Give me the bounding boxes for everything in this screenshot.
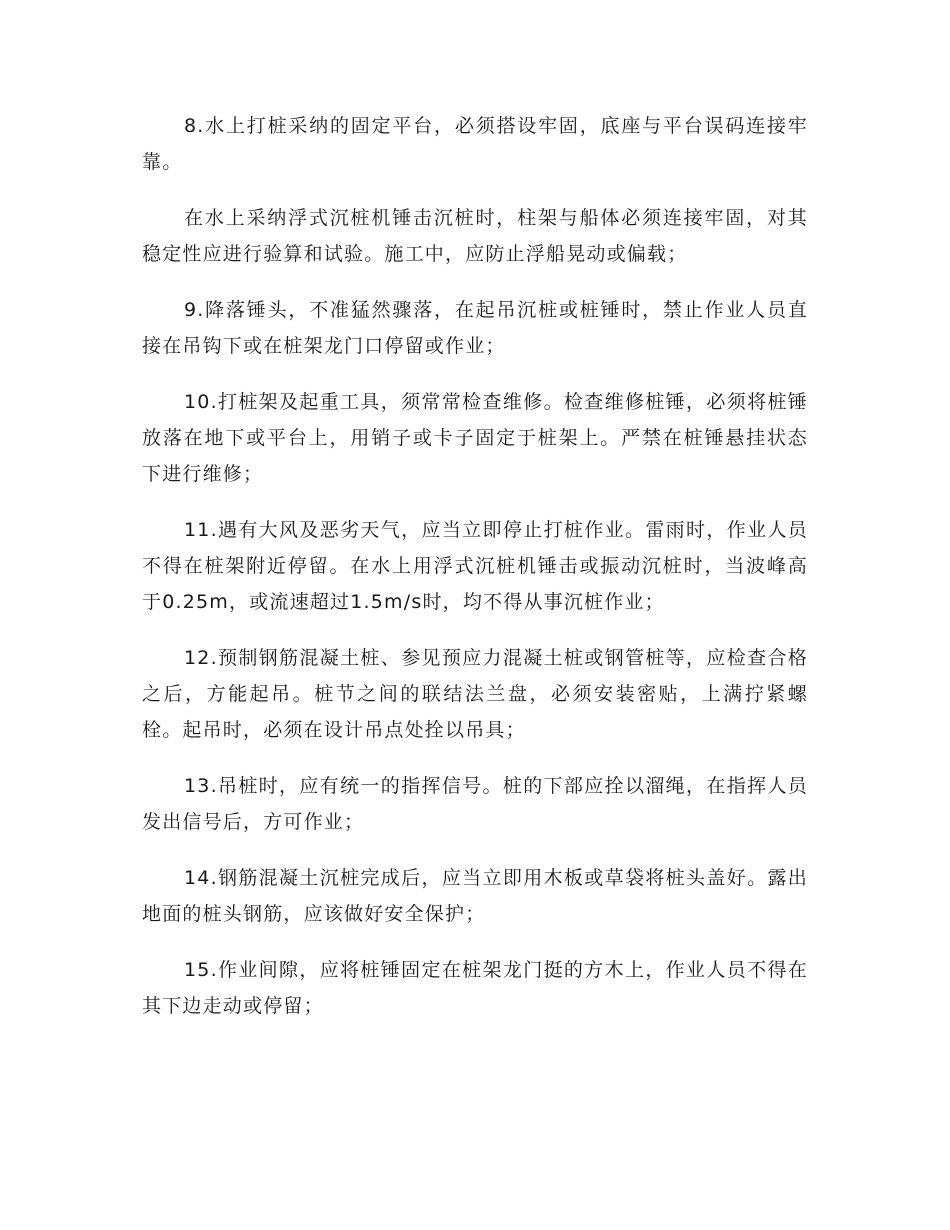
paragraph-item-10: 10.打桩架及起重工具，须常常检查维修。检查维修桩锤，必须将桩锤放落在地下或平台上，用销子或卡子固定于桩架上。严禁在桩锤悬挂状态下进行维修； <box>142 391 808 485</box>
paragraph-item-15: 15.作业间隙，应将桩锤固定在桩架龙门挺的方木上，作业人员不得在其下边走动或停留； <box>142 959 808 1017</box>
paragraph-item-12: 12.预制钢筋混凝土桩、参见预应力混凝土桩或钢管桩等，应检查合格之后，方能起吊。桩节之间的联结法兰盘，必须安装密贴，上满拧紧螺栓。起吊时，必须在设计吊点处拴以吊具； <box>142 647 808 741</box>
document-body <box>142 108 808 1044</box>
paragraph-item-8: 8.水上打桩采纳的固定平台，必须搭设牢固，底座与平台误码连接牢靠。 <box>142 115 808 173</box>
paragraph-item-11: 11.遇有大风及恶劣天气，应当立即停止打桩作业。雷雨时，作业人员不得在桩架附近停留。在水上用浮式沉桩机锤击或振动沉桩时，当波峰高于0.25m，或流速超过1.5m/s时，均不得从事沉桩作业； <box>142 519 808 613</box>
paragraph-floating-pile: 在水上采纳浮式沉桩机锤击沉桩时，柱架与船体必须连接牢固，对其稳定性应进行验算和试验。施工中，应防止浮船晃动或偏载； <box>142 207 808 265</box>
paragraph-item-9: 9.降落锤头，不准猛然骤落，在起吊沉桩或桩锤时，禁止作业人员直接在吊钩下或在桩架龙门口停留或作业； <box>142 299 808 357</box>
paragraph-item-14: 14.钢筋混凝土沉桩完成后，应当立即用木板或草袋将桩头盖好。露出地面的桩头钢筋，应该做好安全保护； <box>142 867 808 925</box>
paragraph-item-13: 13.吊桩时，应有统一的指挥信号。桩的下部应拴以溜绳，在指挥人员发出信号后，方可作业； <box>142 775 808 833</box>
